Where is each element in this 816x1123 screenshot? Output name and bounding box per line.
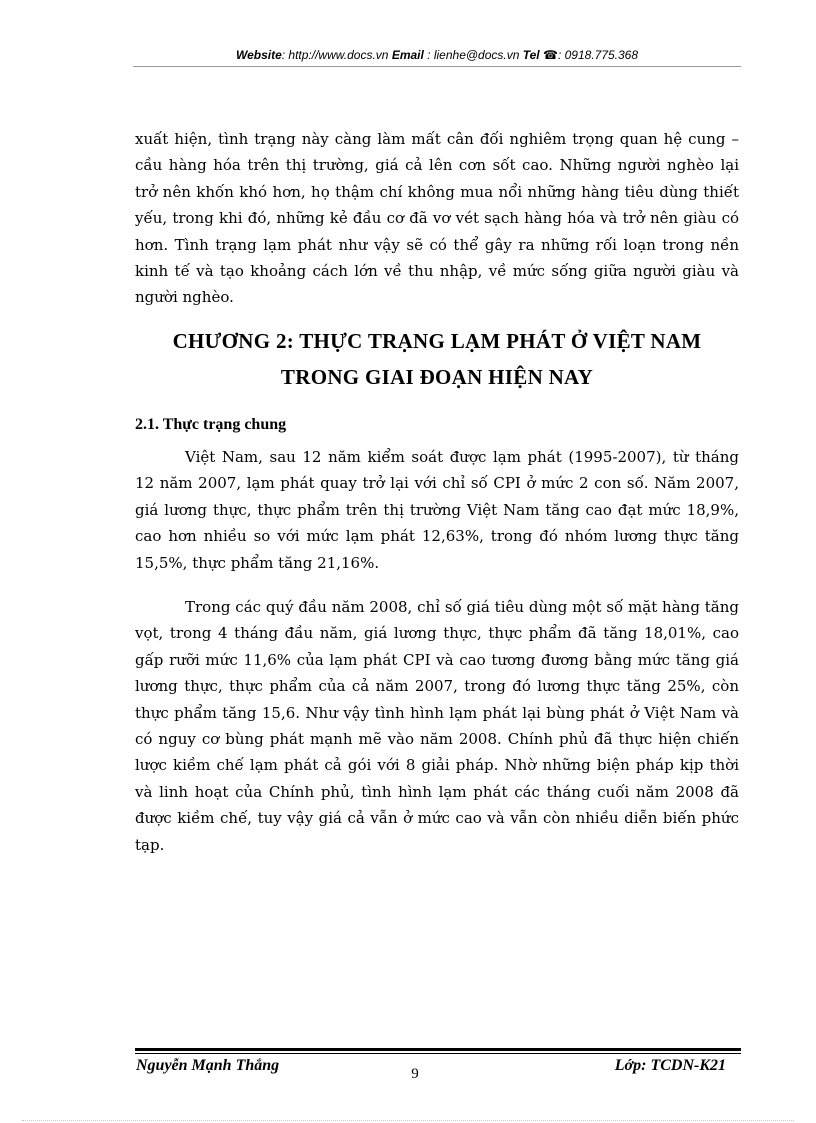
page-number: 9 bbox=[411, 1066, 419, 1082]
header-divider bbox=[133, 66, 741, 67]
footer-divider-thick bbox=[135, 1048, 741, 1051]
tel-value: : 0918.775.368 bbox=[557, 48, 639, 62]
footer-class: Lớp: TCDN-K21 bbox=[614, 1057, 726, 1074]
chapter-title-line1: CHƯƠNG 2: THỰC TRẠNG LẠM PHÁT Ở VIỆT NAM bbox=[172, 329, 702, 353]
website-value: : http://www.docs.vn bbox=[281, 48, 389, 62]
tel-label: Tel bbox=[522, 48, 540, 62]
phone-icon: ☎ bbox=[543, 48, 558, 62]
body-paragraph-1: Việt Nam, sau 12 năm kiểm soát được lạm phát (1995-2007), từ tháng 12 năm 2007, lạm phát quay trở lại với chỉ số CPI ở mức 2 con số. Năm 2007, giá lương thực, thực phẩm trên thị trường Việt Nam tăng cao đạt mức 18,9%, cao hơn nhiều so với mức lạm phát 12,63%, trong đó nhóm lương thực tăng 15,5%, thực phẩm tăng 21,16%. bbox=[135, 448, 739, 572]
email-value: : lienhe@docs.vn bbox=[427, 48, 520, 62]
section-heading: 2.1. Thực trạng chung bbox=[135, 416, 287, 433]
intro-paragraph: xuất hiện, tình trạng này càng làm mất cân đối nghiêm trọng quan hệ cung – cầu hàng hóa trên thị trường, giá cả lên cơn sốt cao. Những người nghèo lại trở nên khốn khó hơn, họ thậm chí không mua nổi những hàng tiêu dùng thiết yếu, trong khi đó, những kẻ đầu cơ đã vơ vét sạch hàng hóa và trở nên giàu có hơn. Tình trạng lạm phát như vậy sẽ có thể gây ra những rối loạn trong nền kinh tế và tạo khoảng cách lớn về thu nhập, về mức sống giữa người giàu và người nghèo. bbox=[135, 130, 739, 307]
email-label: Email bbox=[391, 48, 424, 62]
footer-author: Nguyễn Mạnh Thắng bbox=[136, 1057, 280, 1074]
website-label: Website bbox=[235, 48, 282, 62]
chapter-title-line2: TRONG GIAI ĐOẠN HIỆN NAY bbox=[280, 365, 594, 389]
page-bottom-border bbox=[22, 1120, 794, 1121]
page-header bbox=[133, 48, 741, 62]
footer-divider-thin bbox=[135, 1053, 741, 1054]
body-paragraph-2: Trong các quý đầu năm 2008, chỉ số giá tiêu dùng một số mặt hàng tăng vọt, trong 4 tháng đầu năm, giá lương thực, thực phẩm đã tăng 18,01%, cao gấp rưỡi mức 11,6% của lạm phát CPI và cao tương đương bằng mức tăng giá lương thực, thực phẩm của cả năm 2007, trong đó lương thực tăng 25%, còn thực phẩm tăng 15,6. Như vậy tình hình lạm phát lại bùng phát ở Việt Nam và có nguy cơ bùng phát mạnh mẽ vào năm 2008. Chính phủ đã thực hiện chiến lược kiềm chế lạm phát cả gói với 8 giải pháp. Nhờ những biện pháp kịp thời và linh hoạt của Chính phủ, tình hình lạm phát các tháng cuối năm 2008 đã được kiềm chế, tuy vậy giá cả vẫn ở mức cao và vẫn còn nhiều diễn biến phức tạp. bbox=[135, 598, 739, 854]
